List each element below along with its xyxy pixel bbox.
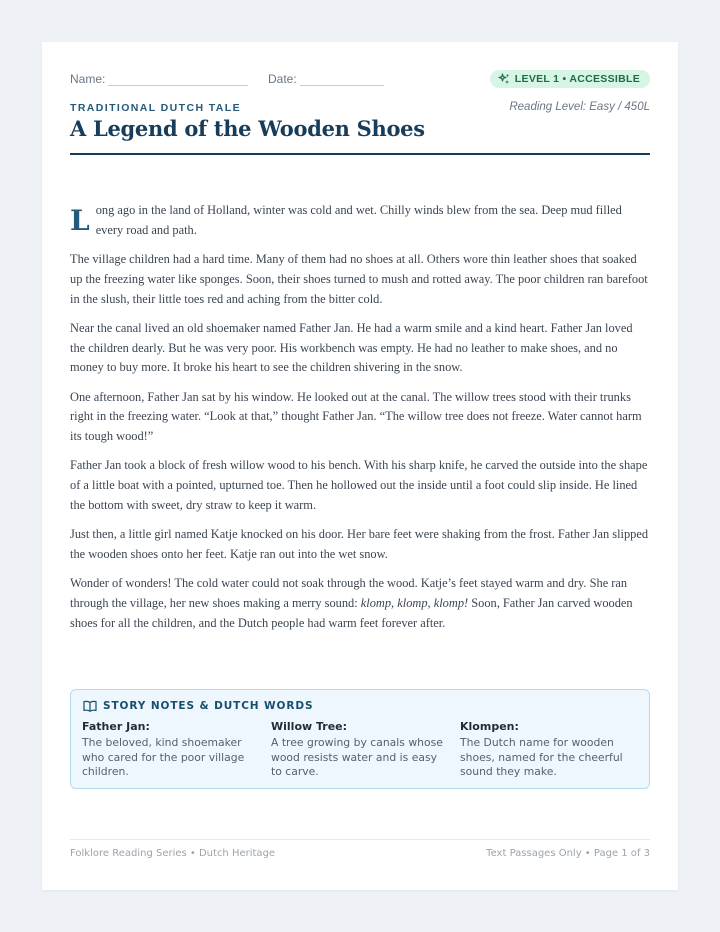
footer-divider <box>70 839 650 840</box>
worksheet-page <box>42 42 678 890</box>
note-definition: The beloved, kind shoemaker who cared for the poor village children. <box>82 736 245 779</box>
footer-page-number: Text Passages Only • Page 1 of 3 <box>486 848 650 859</box>
story-paragraph-7-start: Wonder of wonders! The cold water could not soak through the wood. Katje’s feet stayed warm and dry. She ran through the village, her new shoes making a merry sound: <box>70 576 628 611</box>
name-blank-line[interactable] <box>108 75 248 86</box>
level-badge <box>490 70 650 88</box>
story-paragraph-5: Father Jan took a block of fresh willow wood to his bench. With his sharp knife, he carved the outside into the shape of a little boat with a pointed, upturned toe. Then he hollowed out the inside until a foot could slip inside. He lined the bottom with sweet, dry straw to keep it warm. <box>70 458 648 512</box>
story-paragraph-4: One afternoon, Father Jan sat by his window. He looked out at the canal. The willow trees stood with their trunks right in the freezing water. “Look at that,” thought Father Jan. “The willow tree does not freeze. Water cannot harm its tough wood!” <box>70 389 642 444</box>
story-notes-box <box>70 689 650 789</box>
story-paragraph-7 <box>70 574 650 633</box>
footer-series: Folklore Reading Series • Dutch Heritage <box>70 848 276 859</box>
title-divider <box>70 153 650 155</box>
name-field[interactable] <box>70 72 248 86</box>
name-label: Name: <box>70 72 106 86</box>
story-paragraph-1-text: ong ago in the land of Holland, winter was cold and wet. Chilly winds blew from the sea. Deep mud filled every road and path. <box>95 203 622 237</box>
story-paragraph-1 <box>70 201 650 240</box>
story-notes-title: STORY NOTES & DUTCH WORDS <box>103 700 314 712</box>
story-paragraph-3: Near the canal lived an old shoemaker named Father Jan. He had a warm smile and a kind heart. Father Jan loved the children dearly. But he was very poor. His workbench was empty. He had no leather to make shoes, and no money to buy more. It broke his heart to see the children shivering in the snow. <box>70 320 633 375</box>
note-willow-tree <box>271 720 449 780</box>
story-notes-heading <box>83 700 313 712</box>
reading-level: Reading Level: Easy / 450L <box>509 101 650 113</box>
note-term: Father Jan: <box>82 720 150 733</box>
drop-cap: L <box>70 204 90 237</box>
story-kicker: TRADITIONAL DUTCH TALE <box>70 102 241 114</box>
story-text <box>70 201 650 643</box>
note-definition: The Dutch name for wooden shoes, named for the cheerful sound they make. <box>460 736 623 779</box>
note-klompen <box>460 720 638 780</box>
story-paragraph-6: Just then, a little girl named Katje knocked on his door. Her bare feet were shaking from the frost. Father Jan slipped the wooden shoes onto her feet. Katje ran out into the wet snow. <box>70 527 649 561</box>
student-info-row <box>70 70 650 90</box>
note-term: Klompen: <box>460 720 519 733</box>
page-title: A Legend of the Wooden Shoes <box>70 116 425 141</box>
book-icon <box>83 700 97 712</box>
date-field[interactable] <box>268 72 384 86</box>
note-father-jan <box>82 720 260 780</box>
story-paragraph-7-end: Soon, Father Jan carved wooden shoes for all the children, and the Dutch people had warm feet forever after. <box>70 596 633 630</box>
story-paragraph-2: The village children had a hard time. Many of them had no shoes at all. Others wore thin leather shoes that soaked up the freezing water like sponges. Soon, their shoes turned to mush and rotted away. The poor children ran barefoot in the slush, their little toes red and aching from the bitter cold. <box>70 252 648 306</box>
level-badge-text: LEVEL 1 • ACCESSIBLE <box>514 73 640 85</box>
sparkle-icon <box>498 73 510 85</box>
date-blank-line[interactable] <box>300 75 384 86</box>
note-term: Willow Tree: <box>271 720 348 733</box>
note-definition: A tree growing by canals whose wood resists water and is easy to carve. <box>271 736 443 779</box>
story-sound-words: klomp, klomp, klomp! <box>360 596 469 611</box>
date-label: Date: <box>268 72 297 86</box>
